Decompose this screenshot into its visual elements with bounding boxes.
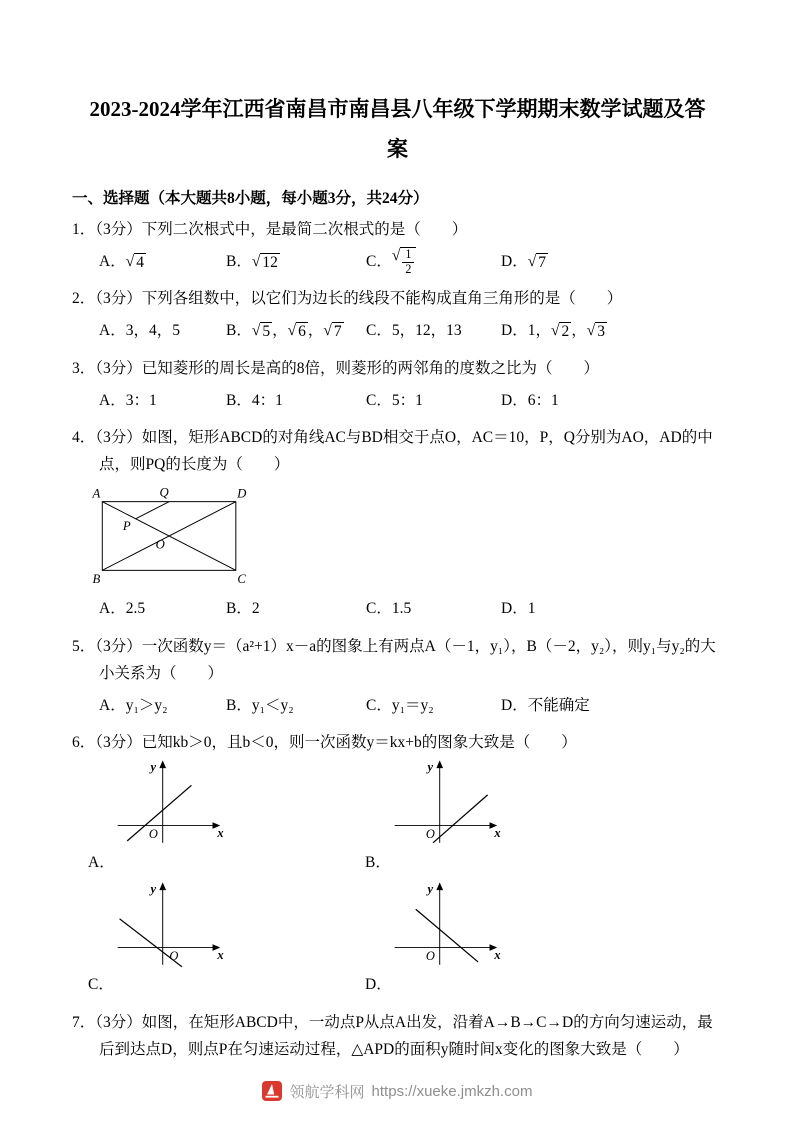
section-heading: 一、选择题（本大题共8小题，每小题3分，共24分）: [72, 189, 429, 207]
question-6: [72, 729, 723, 1002]
question-4-option-b: B．2: [226, 600, 260, 618]
question-6-stem: 6．（3分）已知kb＞0，且b＜0，则一次函数y＝kx+b的图象大致是（ ）: [72, 734, 577, 752]
label-q: Q: [159, 486, 169, 501]
x-axis-label: x: [217, 826, 224, 841]
question-4-stem: 4．（3分）如图，矩形ABCD的对角线AC与BD相交于点O，AC＝10，P，Q分别为AO，AD的中点，则PQ的长度为（ ）: [72, 429, 713, 474]
question-4-figure-rectangle-diagram: [88, 482, 256, 590]
label-o: O: [155, 538, 165, 553]
question-1-option-d: D． √ 7: [501, 252, 546, 271]
label-b: B: [92, 572, 101, 587]
question-2-stem: 2．（3分）下列各组数中，以它们为边长的线段不能构成直角三角形的是（ ）: [72, 290, 623, 308]
question-5-option-a: A．y₁＞y₂: [99, 696, 168, 714]
question-6-option-a-label: A．: [88, 854, 115, 872]
question-6-graph-cell-a: [88, 758, 365, 880]
question-4-option-a: A．2.5: [99, 600, 146, 618]
question-3-option-b: B．4：1: [226, 391, 283, 409]
question-3: [72, 355, 723, 417]
question-6-graph-cell-c: [88, 880, 365, 1002]
question-6-option-c-label: C．: [88, 976, 114, 994]
question-6-graph-cell-b: [365, 758, 723, 880]
question-1-option-a: A． √ 4: [99, 252, 144, 271]
y-axis-arrow-icon: [436, 761, 443, 769]
question-1-option-b: B． √ 12: [226, 252, 278, 271]
question-5: [72, 633, 723, 723]
label-a: A: [92, 487, 101, 502]
question-4: [72, 424, 723, 626]
y-axis-label: y: [427, 882, 433, 897]
question-6-graph-d: [387, 880, 502, 972]
label-d: D: [237, 487, 247, 502]
question-7: [72, 1009, 723, 1063]
question-4-options: [72, 592, 723, 625]
label-c: C: [237, 572, 246, 587]
question-2-option-c: C．5，12，13: [366, 322, 462, 340]
question-2-option-b: B． √ 5 ， √ 6 ， √ 7: [226, 321, 342, 340]
question-2-option-d: D．1， √ 2 ， √ 3: [501, 321, 605, 340]
question-1: [72, 216, 723, 278]
y-axis-label: y: [150, 882, 156, 897]
x-axis-label: x: [494, 948, 501, 963]
question-3-option-a: A．3：1: [99, 391, 157, 409]
question-4-option-d: D．1: [501, 600, 536, 618]
question-6-option-d-label: D．: [365, 976, 392, 994]
question-3-stem: 3．（3分）已知菱形的周长是高的8倍，则菱形的两邻角的度数之比为（ ）: [72, 359, 600, 377]
line-positive-slope-negative-intercept: [433, 795, 488, 843]
question-1-option-c: C． √ $\frac{1}{2}$: [366, 245, 501, 278]
x-axis-label: x: [494, 826, 501, 841]
question-1-options: [72, 245, 723, 278]
question-6-graph-b: [387, 758, 502, 850]
question-7-stem: 7．（3分）如图，在矩形ABCD中，一动点P从点A出发，沿着A→B→C→D的方向匀速运动，最后到达点D，则点P在匀速运动过程，△APD的面积y随时间x变化的图象大致是（ ）: [72, 1014, 713, 1059]
y-axis-arrow-icon: [436, 883, 443, 891]
question-5-option-c: C．y₁＝y₂: [366, 696, 434, 714]
line-positive-slope-positive-intercept: [127, 786, 191, 842]
origin-label: O: [425, 827, 435, 842]
question-3-option-d: D．6：1: [501, 391, 559, 409]
origin-label: O: [148, 827, 158, 842]
question-2-option-a: A．3，4，5: [99, 322, 180, 340]
question-4-option-c: C．1.5: [366, 600, 412, 618]
footer-url[interactable]: https://xueke.jmkzh.com: [371, 1082, 533, 1100]
y-axis-arrow-icon: [159, 883, 166, 891]
y-axis-label: y: [427, 760, 433, 775]
question-5-option-b: B．y₁＜y₂: [226, 696, 294, 714]
x-axis-label: x: [217, 948, 224, 963]
question-2: [72, 285, 723, 347]
question-5-stem: 5．（3分）一次函数y＝（a²+1）x－a的图象上有两点A（－1，y₁），B（－2，y₂），则y₁与y₂的大小关系为（ ）: [72, 637, 716, 682]
question-2-options: [72, 314, 723, 347]
origin-label: O: [169, 949, 179, 964]
footer-site-name: 领航学科网: [289, 1083, 365, 1101]
question-3-option-c: C．5：1: [366, 391, 423, 409]
y-axis-arrow-icon: [159, 761, 166, 769]
question-5-option-d: D．不能确定: [501, 696, 590, 714]
question-6-option-b-label: B．: [365, 854, 391, 872]
page-title: [72, 90, 723, 170]
question-6-graph-a: [110, 758, 225, 850]
page-title-line1: 2023-2024学年江西省南昌市南昌县八年级下学期期末数学试题及答: [89, 97, 706, 121]
question-6-graph-c: [110, 880, 225, 972]
footer: [0, 1080, 793, 1102]
question-1-stem: 1．（3分）下列二次根式中，是最简二次根式的是（ ）: [72, 220, 468, 238]
site-logo-icon: [261, 1080, 283, 1102]
question-6-graphs: [72, 758, 723, 1002]
question-5-options: [72, 689, 723, 722]
question-3-options: [72, 384, 723, 417]
y-axis-label: y: [150, 760, 156, 775]
question-6-graph-cell-d: [365, 880, 723, 1002]
origin-label: O: [425, 949, 435, 964]
page-title-line2: 案: [387, 136, 408, 161]
label-p: P: [122, 519, 131, 534]
segment-pq: [136, 502, 169, 519]
